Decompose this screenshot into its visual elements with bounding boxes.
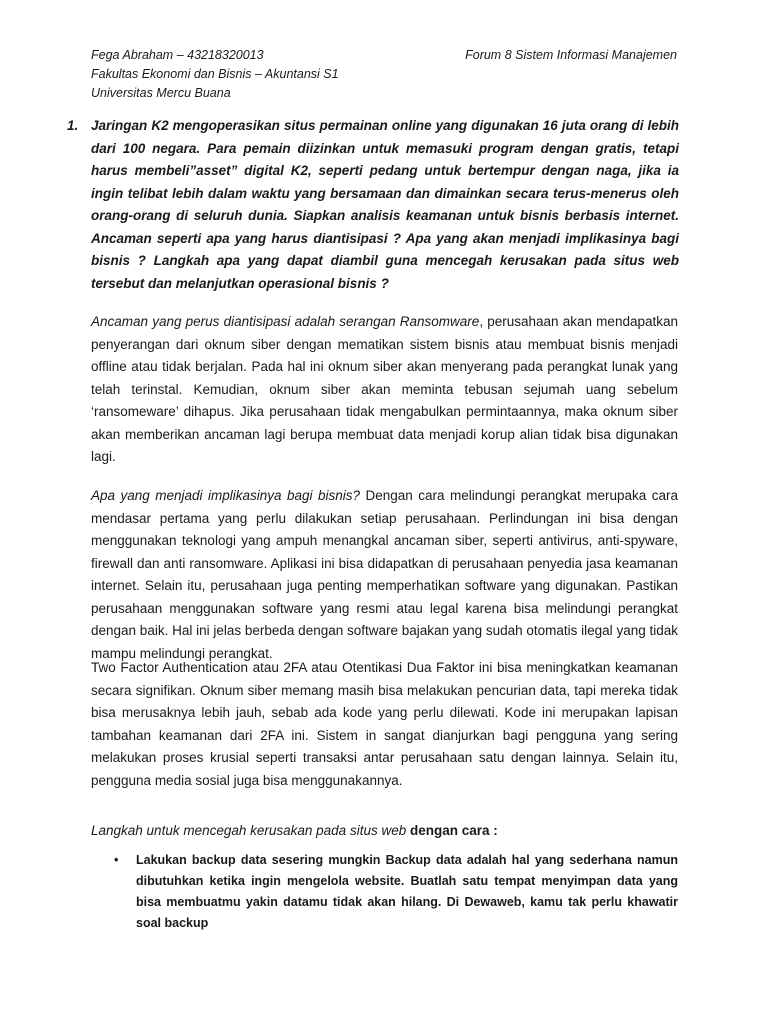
- bullet-text: Lakukan backup data sesering mungkin Backup data adalah hal yang sederhana namun dibutuhkan ketika ingin mengelola website. Buatlah satu tempat menyimpan data yang bisa membuatmu yakin datamu tidak akan hilang. Di Dewaweb, kamu tak perlu khawatir soal backup: [136, 853, 678, 930]
- question-text: Jaringan K2 mengoperasikan situs permainan online yang digunakan 16 juta orang di lebih dari 100 negara. Para pemain diizinkan untuk memasuki program dengan gratis, tetapi harus membeli”asset” digital K2, seperti pedang untuk bertempur dengan naga, jika ia ingin telibat lebih dalam waktu yang bersamaan dan dimainkan secara terus-menerus oleh orang-orang di seluruh dunia. Siapkan analisis keamanan untuk bisnis berbasis internet. Ancaman seperti apa yang harus diantisipasi ? Apa yang akan menjadi implikasinya bagi bisnis ? Langkah apa yang dapat diambil guna mencegah kerusakan pada situs web tersebut dan melanjutkan operasional bisnis ?: [91, 118, 679, 291]
- bullet-icon: •: [114, 853, 119, 867]
- answer-paragraph-implication: [91, 485, 678, 665]
- threat-text: , perusahaan akan mendapatkan penyerangan dari oknum siber dengan mematikan sistem bisnis atau membuat bisnis menjadi offline atau tidak berjalan. Pada hal ini oknum siber akan menyerang pada perangkat lunak yang telah terinstal. Kemudian, oknum siber akan meminta tebusan sejumah uang sebelum ‘ransomeware’ dihapus. Jika perusahaan tidak mengabulkan permintaannya, maka oknum siber akan memberikan ancaman lagi berupa membuat data menjadi korup alian tidak bisa digunakan lagi.: [91, 314, 678, 464]
- forum-title: Forum 8 Sistem Informasi Manajemen: [465, 48, 677, 62]
- university-line: Universitas Mercu Buana: [91, 86, 231, 100]
- threat-heading: Ancaman yang perus diantisipasi adalah serangan Ransomware: [91, 314, 480, 329]
- prevention-heading: [91, 820, 678, 843]
- answer-paragraph-threat: [91, 311, 678, 469]
- implication-heading: Apa yang menjadi implikasinya bagi bisnis?: [91, 488, 360, 503]
- bullet-list-item: [114, 850, 678, 934]
- faculty-line: Fakultas Ekonomi dan Bisnis – Akuntansi S1: [91, 67, 339, 81]
- author-line: Fega Abraham – 43218320013: [91, 48, 264, 62]
- document-header: [91, 46, 677, 103]
- question-number: 1.: [67, 118, 79, 133]
- implication-text: Dengan cara melindungi perangkat merupaka cara mendasar pertama yang perlu dilakukan setiap perusahaan. Perlindungan ini bisa dengan menggunakan teknologi yang ampuh menangkal ancaman siber, seperti antivirus, anti-spyware, firewall dan anti ransomware. Aplikasi ini bisa didapatkan di perusahaan penyedia jasa keamanan internet. Selain itu, perusahaan juga penting memperhatikan software yang digunakan. Pastikan perusahaan menggunakan software yang resmi atau legal karena bisa melindungi perangkat dengan baik. Hal ini jelas berbeda dengan software bajakan yang sudah otomatis ilegal yang tidak mampu melindungi perangkat.: [91, 488, 678, 661]
- prevention-heading-italic: Langkah untuk mencegah kerusakan pada situs web: [91, 823, 407, 838]
- question-block: [67, 115, 679, 295]
- prevention-heading-bold: dengan cara :: [406, 823, 498, 838]
- answer-paragraph-2fa: Two Factor Authentication atau 2FA atau Otentikasi Dua Faktor ini bisa meningkatkan keamanan secara signifikan. Oknum siber memang masih bisa melakukan pencurian data, tapi mereka tidak bisa merusaknya lebih jauh, sebab ada kode yang perlu dilewati. Kode ini merupakan lapisan tambahan keamanan dari 2FA ini. Sistem in sangat dianjurkan bagi pengguna yang sering melakukan proses krusial seperti transaksi antar perusahaan satu dengan lainnya. Selain itu, pengguna media sosial juga bisa menggunakannya.: [91, 660, 678, 788]
